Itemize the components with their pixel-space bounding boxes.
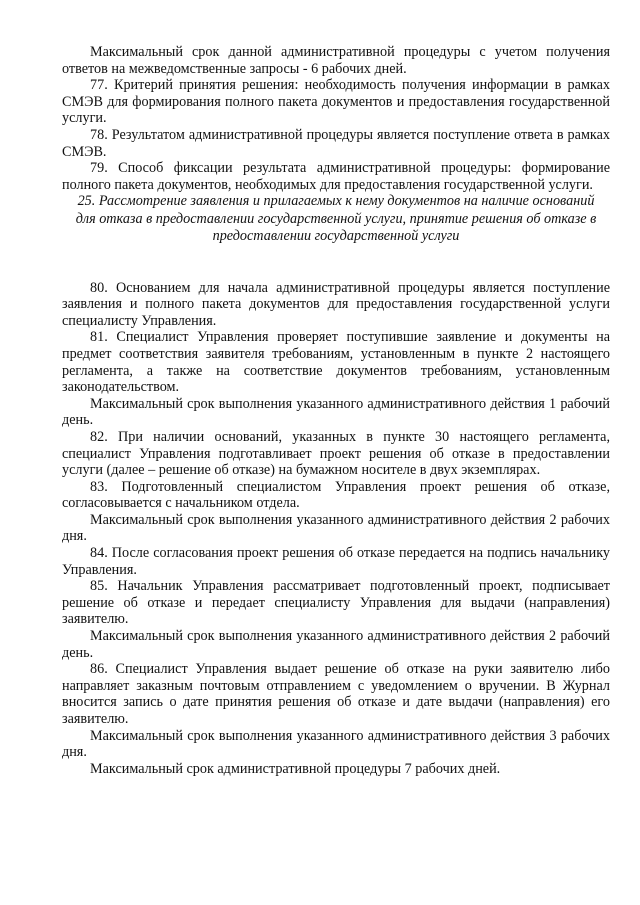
paragraph-85: 85. Начальник Управления рассматривает подготовленный проект, подписывает решение об отказе и передает специалисту Управления для выдачи (направления) заявителю. [62, 578, 610, 628]
paragraph-77: 77. Критерий принятия решения: необходимость получения информации в рамках СМЭВ для формирования полного пакета документов и предоставления государственной услуги. [62, 77, 610, 127]
paragraph-84: 84. После согласования проект решения об отказе передается на подпись начальнику Управления. [62, 545, 610, 578]
paragraph-total-term-7-days: Максимальный срок административной процедуры 7 рабочих дней. [90, 760, 501, 777]
paragraph-term-2-days: Максимальный срок выполнения указанного административного действия 2 рабочих дня. [62, 511, 610, 545]
paragraph-max-term-6-days: Максимальный срок данной административной процедуры с учетом получения ответов на межведомственные запросы - 6 рабочих дней. [62, 44, 610, 77]
paragraph-82: 82. При наличии оснований, указанных в пункте 30 настоящего регламента, специалист Управления подготавливает проект решения об отказе в предоставлении услуги (далее – решение об отказе) на бумажном носителе в двух экземплярах. [62, 428, 610, 479]
section-spacer [62, 246, 610, 280]
paragraph-term-3-days: Максимальный срок выполнения указанного административного действия 3 рабочих дня. [62, 727, 610, 761]
paragraph-78: 78. Результатом административной процедуры является поступление ответа в рамках СМЭВ. [62, 126, 610, 160]
paragraph-term-2-day: Максимальный срок выполнения указанного административного действия 2 рабочий день. [62, 628, 610, 661]
paragraph-81: 81. Специалист Управления проверяет поступившие заявление и документы на предмет соответствия заявителя требованиям, установленным в пункте 2 настоящего регламента, а также на соответствие документов требованиям, установленным законодательством. [62, 329, 610, 396]
paragraph-79: 79. Способ фиксации результата административной процедуры: формирование полного пакета документов, необходимых для предоставления государственной услуги. [62, 160, 610, 193]
paragraph-83: 83. Подготовленный специалистом Управления проект решения об отказе, согласовывается с начальником отдела. [62, 478, 610, 512]
document-page [62, 44, 610, 777]
paragraph-term-1-day: Максимальный срок выполнения указанного административного действия 1 рабочий день. [62, 395, 610, 429]
paragraph-86: 86. Специалист Управления выдает решение об отказе на руки заявителю либо направляет заказным почтовым отправлением с уведомлением о вручении. В Журнал вносится запись о дате принятия решения об отказе и дате выдачи (направления) его заявителю. [62, 661, 610, 727]
section-heading-25: 25. Рассмотрение заявления и прилагаемых к нему документов на наличие оснований для отказа в предоставлении государственной услуги, принятие решения об отказе в предоставлении государственной услуги [75, 193, 597, 245]
paragraph-80: 80. Основанием для начала административной процедуры является поступление заявления и полного пакета документов для предоставления государственной услуги специалисту Управления. [62, 279, 610, 329]
